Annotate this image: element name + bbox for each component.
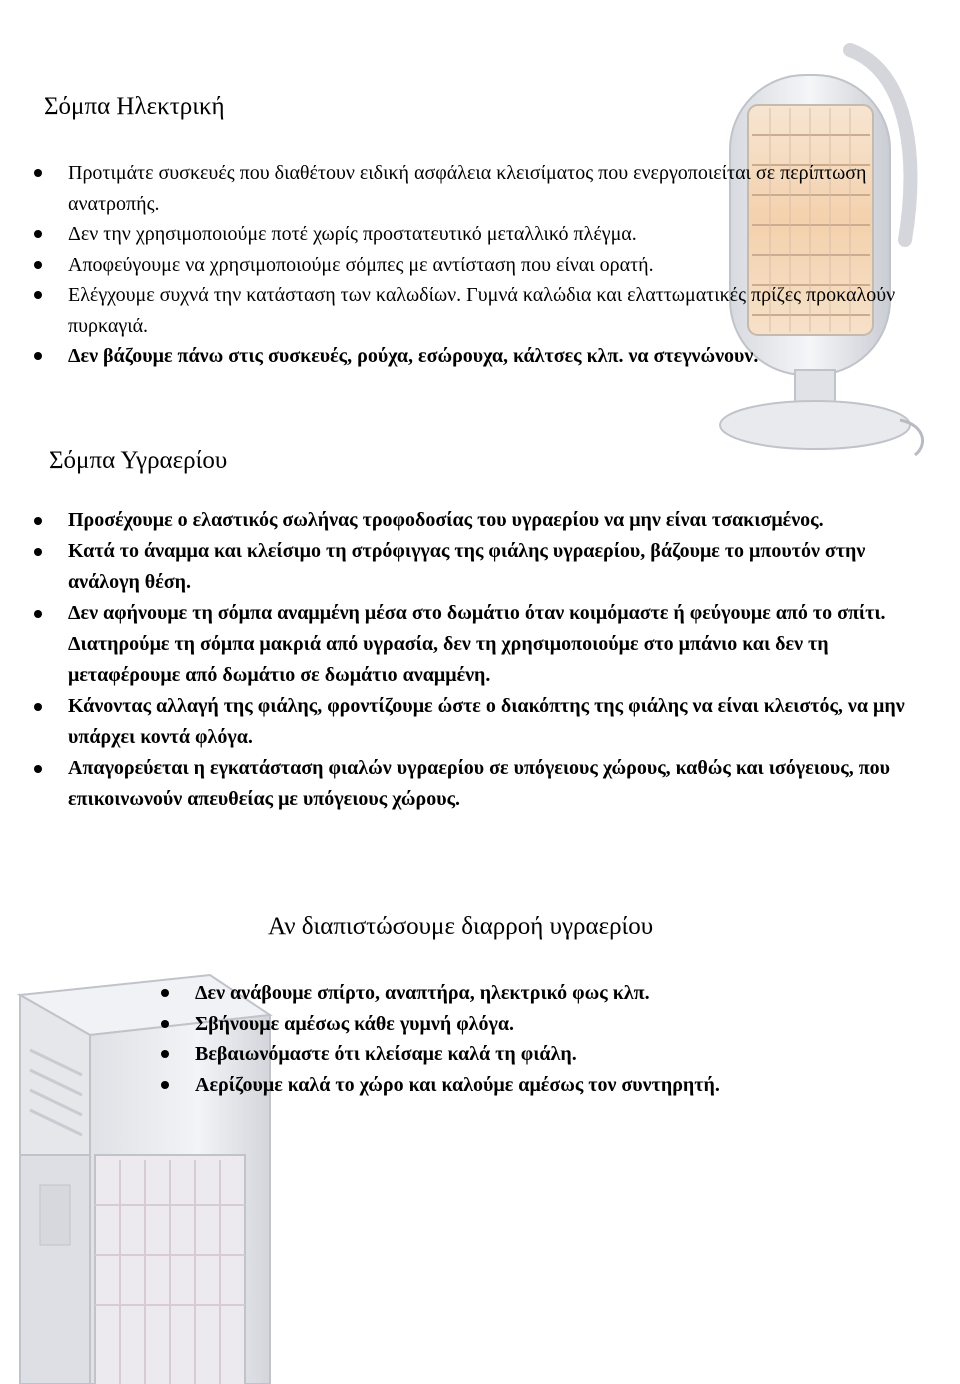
list-item: Προσέχουμε ο ελαστικός σωλήνας τροφοδοσίας του υγραερίου να μην είναι τσακισμένος. — [68, 505, 928, 536]
list-item: Προτιμάτε συσκευές που διαθέτουν ειδική ασφάλεια κλεισίματος που ενεργοποιείται σε περίπτωση ανατροπής. — [68, 158, 918, 219]
list-item: Κατά το άναμμα και κλείσιμο τη στρόφιγγας της φιάλης υγραερίου, βάζουμε το μπουτόν στην ανάλογη θέση. — [68, 536, 928, 598]
list-item: Ελέγχουμε συχνά την κατάσταση των καλωδίων. Γυμνά καλώδια και ελαττωματικές πρίζες προκαλούν πυρκαγιά. — [68, 280, 918, 341]
list-item: Αερίζουμε καλά το χώρο και καλούμε αμέσως τον συντηρητή. — [195, 1070, 955, 1101]
list-item: Σβήνουμε αμέσως κάθε γυμνή φλόγα. — [195, 1009, 955, 1040]
list-item: Αποφεύγουμε να χρησιμοποιούμε σόμπες με αντίσταση που είναι ορατή. — [68, 250, 918, 281]
list-item: Απαγορεύεται η εγκατάσταση φιαλών υγραερίου σε υπόγειους χώρους, καθώς και ισόγειους, που επικοινωνούν απευθείας με υπόγειους χώρους. — [68, 753, 928, 815]
section-title-electric-heater: Σόμπα Ηλεκτρική — [44, 93, 225, 120]
electric-heater-safety-list — [68, 158, 918, 372]
list-item: Κάνοντας αλλαγή της φιάλης, φροντίζουμε ώστε ο διακόπτης της φιάλης να είναι κλειστός, να μην υπάρχει κοντά φλόγα. — [68, 691, 928, 753]
gas-leak-actions-list — [195, 978, 955, 1100]
list-item: Δεν βάζουμε πάνω στις συσκευές, ρούχα, εσώρουχα, κάλτσες κλπ. να στεγνώνουν. — [68, 341, 918, 372]
section-title-gas-leak: Αν διαπιστώσουμε διαρροή υγραερίου — [268, 913, 654, 940]
section-title-gas-heater: Σόμπα Υγραερίου — [49, 447, 228, 474]
list-item: Δεν ανάβουμε σπίρτο, αναπτήρα, ηλεκτρικό φως κλπ. — [195, 978, 955, 1009]
list-item: Δεν αφήνουμε τη σόμπα αναμμένη μέσα στο δωμάτιο όταν κοιμόμαστε ή φεύγουμε από το σπίτι. Διατηρούμε τη σόμπα μακριά από υγρασία, δεν τη χρησιμοποιούμε στο μπάνιο και δεν τη μεταφέρουμε από δωμάτιο σε δωμάτιο αναμμένη. — [68, 598, 928, 691]
list-item: Δεν την χρησιμοποιούμε ποτέ χωρίς προστατευτικό μεταλλικό πλέγμα. — [68, 219, 918, 250]
gas-heater-safety-list — [68, 505, 928, 815]
list-item: Βεβαιωνόμαστε ότι κλείσαμε καλά τη φιάλη. — [195, 1039, 955, 1070]
